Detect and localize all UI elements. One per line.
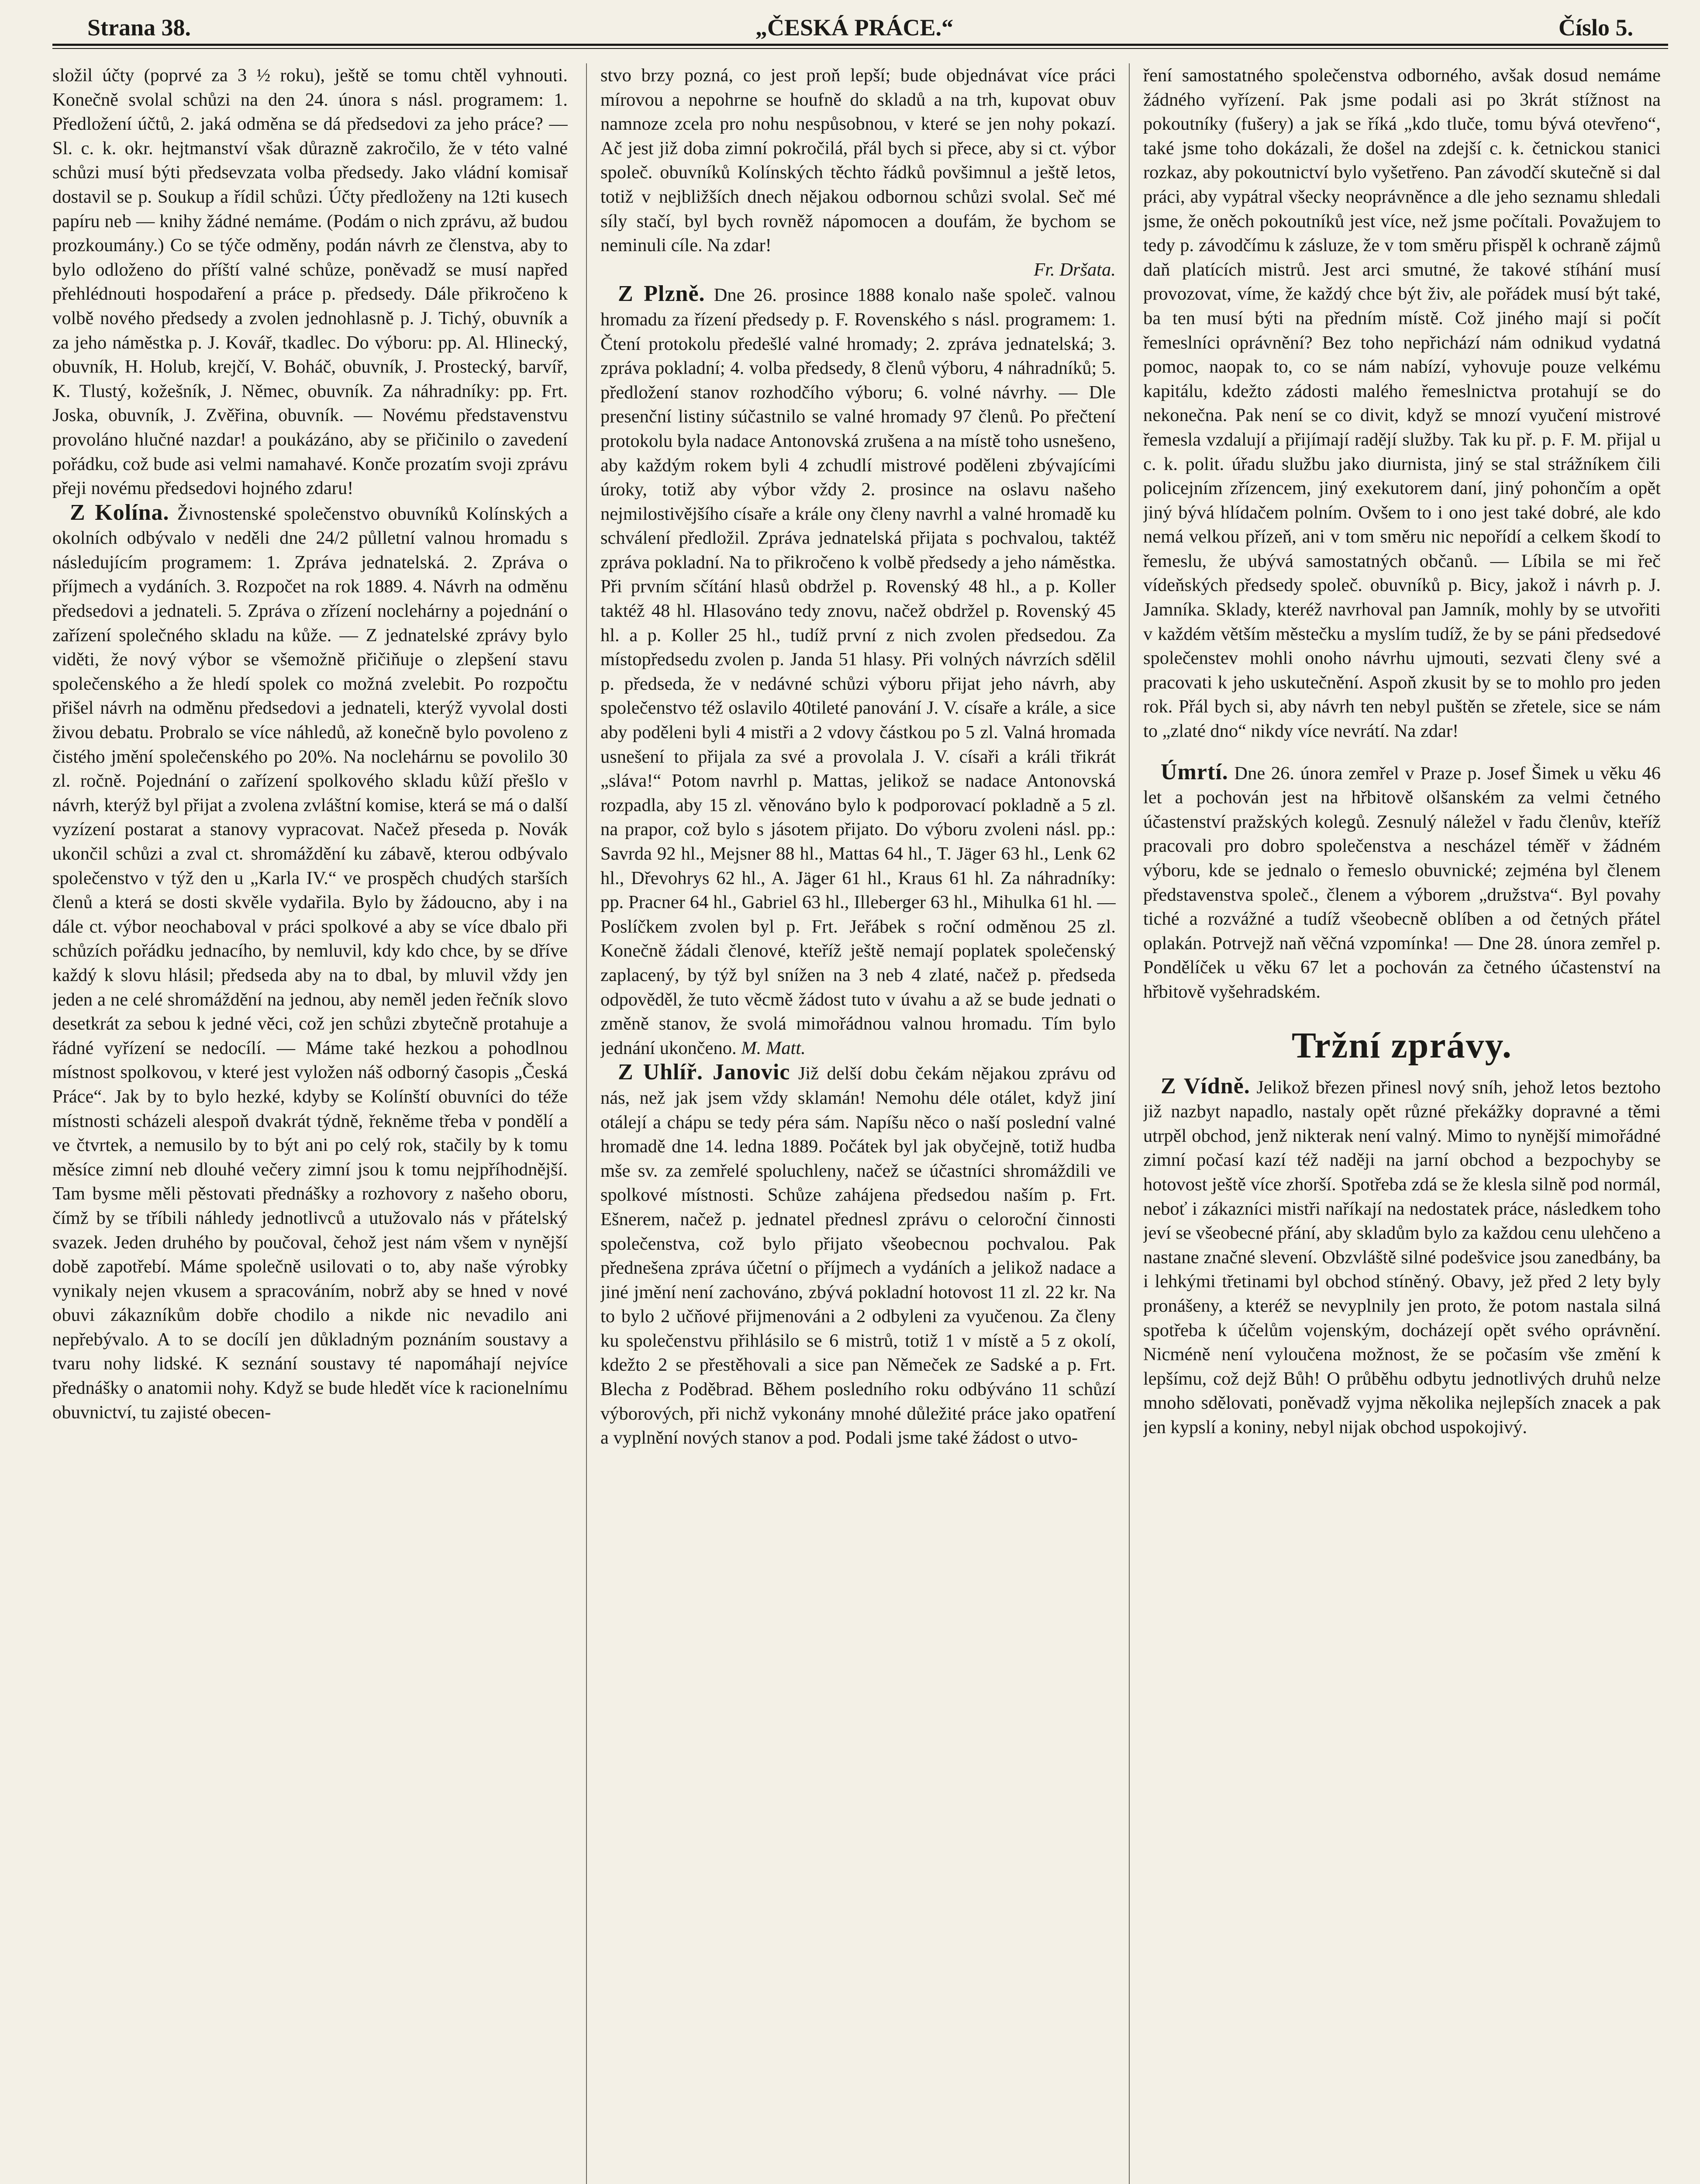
- column-divider: [586, 63, 587, 2184]
- article-continuation: složil účty (poprvé za 3 ½ roku), ještě se tomu chtěl vyhnouti. Konečně svolal schůzi na den 24. února s násl. programem: 1. Předložení účtů, 2. jaká odměna se dá předsedovi za jeho práce? — Sl. c. k. okr. hejtmanství však důrazně zakročilo, že v této valné schůzi musí býti předsevzata volba předsedy. Jako vládní komisař dostavil se p. Soukup a řídil schůzi. Účty předloženy na 12ti kusech papíru neb — knihy žádné nemáme. (Podám o nich zprávu, až budou prozkoumány.) Co se týče odměny, podán návrh ze členstva, aby to bylo odloženo do příští valné schůze, poněvadž se musí napřed přehlédnouti hospodaření a práce p. předsedy. Dále přikročeno k volbě nového předsedy a zvolen jednohlasně p. J. Tichý, obuvník a za jeho náměstka p. J. Kovář, tkadlec. Do výboru: pp. Al. Hlinecký, obuvník, H. Holub, krejčí, V. Boháč, obuvník, J. Prostecký, barvíř, K. Tlustý, kožešník, J. Němec, obuvník. Za náhradníky: pp. Frt. Joska, obuvník, J. Zvěřina, obuvník. — Novému představenstvu provoláno hlučné nazdar! a poukázáno, aby se přičinilo o zavedení pořádku, což bude asi velmi namahavé. Konče prozatím svoji zprávu přeji novému předsedovi hojného zdaru!: [52, 65, 568, 499]
- article-continuation: stvo brzy pozná, co jest proň lepší; bude objednávat více práci mírovou a nepohrne se houfně do skladů a na trh, kupovat obuv namnoze zcela pro nohu nespůsobnou, v které se jen nohy pokazí. Ač jest již doba zimní pokročilá, přál bych si přece, aby si ct. výbor společ. obuvníků Kolínských těchto řádků povšimnul a ještě letos, totiž v nejbližších dnech nějakou odbornou schůzi svolal. Seč mé síly stačí, byl bych rovněž nápomocen a doufám, že bychom se neminuli cíle. Na zdar!: [600, 65, 1116, 256]
- page-number: Strana 38.: [87, 14, 191, 41]
- article-uhlirske-janovice: [600, 1060, 1116, 1450]
- article-body: Dne 26. února zemřel v Praze p. Josef Šimek u věku 46 let a pochován jest na hřbitově olšanském za velmi četného účastenství pražských kolegů. Zesnulý náležel v řadu členův, kteříž pracovali pro dobro společenstva a nescházel téměř v žádném výboru, kde se jednalo o řemeslo obuvnické; zejména byl členem představenstva společ., členem a výborem „družstva“. Byl povahy tiché a rozvážné a tudíž všeobecně oblíben a od četných přátel oplakán. Potrvejž naň věčná vzpomínka! — Dne 28. února zemřel p. Pondělíček u věku 67 let a pochován za četného účastenství na hřbitově vyšehradském.: [1143, 763, 1661, 1002]
- header-rule-thin: [52, 48, 1668, 49]
- column-divider: [1129, 63, 1130, 2184]
- section-heading: Tržní zprávy.: [1291, 1025, 1513, 1066]
- article-body: Již delší dobu čekám nějakou zprávu od nás, než jak jsem vždy sklamán! Nemohu déle otálet, když jiní otálejí a chápu se tedy péra sám. Napíšu něco o naší poslední valné hromadě dne 14. ledna 1889. Počátek byl jak obyčejně, totiž hudba mše sv. za zemřelé spoluchleny, načež se účastníci shromáždili ve spolkové místnosti. Schůze zahájena předsedou naším p. Frt. Ešnerem, načež p. jednatel přednesl zprávu o celoroční činnosti společenstva, což bylo přijato všeobecnou pochvalou. Pak přednešena zpráva účetní o příjmech a vydáních a jelikož nadace a jiné jmění není zachováno, zbývá pokladní hotovost 11 zl. 22 kr. Na to bylo 2 učňové přijmenováni a 2 odbyleni za vyučenou. Za členy ku společenstvu přihlásilo se 6 mistrů, totiž 1 v místě a 5 z okolí, kdežto 2 se přestěhovali a sice pan Němeček ze Sadské a p. Frt. Blecha z Poděbrad. Během posledního roku odbýváno 11 schůzí výborových, při nichž vykonány mnohé důležité práce jako opatření a vyplnění nových stanov a pod. Podali jsme také žádost o utvo-: [600, 1063, 1116, 1448]
- header-rule: [52, 44, 1668, 46]
- issue-number: Číslo 5.: [1558, 14, 1633, 41]
- author-signature: Fr. Dršata.: [1034, 259, 1116, 280]
- article-lead: Z Vídně.: [1161, 1073, 1250, 1099]
- article-plzen: [600, 282, 1116, 1060]
- author-signature: M. Matt.: [741, 1037, 806, 1058]
- spacer: [1143, 743, 1661, 760]
- journal-title: „ČESKÁ PRÁCE.“: [755, 14, 954, 41]
- column-1: [52, 63, 568, 2184]
- article-body: Dne 26. prosince 1888 konalo naše společ. valnou hromadu za řízení předsedy p. F. Rovenského s násl. programem: 1. Čtení protokolu předešlé valné hromady; 2. zpráva jednatelská; 3. zpráva pokladní; 4. volba předsedy, 8 členů výboru, 4 náhradníků; 5. předložení stanov rozhodčího výboru; 6. volné návrhy. — Dle presenční listiny súčastnilo se valné hromady 97 členů. Po přečtení protokolu byla nadace Antonovská zrušena a na místě toho usnešeno, aby každým rokem byli 4 zchudlí mistrové poděleni zbývajícími úroky, totiž aby výbor vždy 2. prosince na oslavu našeho nejmilostivějšího císaře a krále ony členy navrhl a valné hromadě ku schválení předložil. Zpráva jednatelská přijata s pochvalou, taktéž zpráva pokladní. Na to přikročeno k volbě předsedy a jeho náměstka. Při prvním sčítání hlasů obdržel p. Rovenský 48 hl., a p. Koller taktéž 48 hl. Hlasováno tedy znovu, načež obdržel p. Rovenský 45 hl. a p. Koller 25 hl., tudíž první z nich zvolen předsedou. Za místopředsedu zvolen p. Janda 51 hlasy. Při volných návrzích sdělil p. předseda, že v nedávné schůzi výboru přijat jeho návrh, aby společenstvo též oslavilo 40tileté panování J. V. císaře a krále, a sice aby poděleni byli 4 mistři a 2 vdovy částkou po 5 zl. Valná hromada usnešení to přijala za své a provolala J. V. císaři a králi třikrát „sláva!“ Potom navrhl p. Mattas, jelikož se nadace Antonovská rozpadla, aby 15 zl. věnováno bylo k podporovací pokladně a 5 zl. na prapor, což bylo s jásotem přijato. Do výboru zvoleni násl. pp.: Savrda 92 hl., Mejsner 88 hl., Mattas 64 hl., T. Jäger 63 hl., Lenk 62 hl., Dřevohrys 62 hl., A. Jäger 61 hl., Kraus 61 hl. Za náhradníky: pp. Pracner 64 hl., Gabriel 63 hl., Illeberger 63 hl., Mihulka 61 hl. — Poslíčkem zvolen byl p. Frt. Jeřábek s roční odměnou 25 zl. Konečně žádali členové, kteříž ještě nemají poplatek společenský zaplacený, by týž byl snížen na 3 neb 4 zlaté, načež p. předseda odpověděl, že tuto věcmě žádost tuto v úvahu a až se bude jednati o změně stanov, že svolá mimořádnou valnou hromadu. Tím bylo jednání ukončeno.: [600, 285, 1116, 1058]
- article-body: Živnostenské společenstvo obuvníků Kolínských a okolních odbývalo v neděli dne 24/2 půlletní valnou hromadu s následujícím programem: 1. Zpráva jednatelská. 2. Zpráva o příjmech a vydáních. 3. Rozpočet na rok 1889. 4. Návrh na odměnu předsedovi a jednateli. 5. Zpráva o zřízení noclehárny a pojednání o zařízení společného skladu na kůže. — Z jednatelské zprávy bylo viděti, že nový výbor se všemožně přičiňuje o zlepšení stavu společenského a že hledí spolek co možná zvelebit. Po rozpočtu přišel návrh na odměnu předsedovi a jednateli, kterýž vyvolal dosti živou debatu. Probralo se více náhledů, až konečně bylo povoleno z čistého jmění společenského po 20%. Na noclehárnu se povolilo 30 zl. ročně. Pojednání o zařízení spolkového skladu kůží přešlo v návrh, kterýž byl přijat a zvolena zvláštní komise, která se má o další vyzízení postarat a stanovy vypracovat. Načež přeseda p. Novák ukončil schůzi a zval ct. shromáždění ku zábavě, kterou odbývalo společenstvo v týž den u „Karla IV.“ ve prospěch chudých starších členů a která se dosti skvěle vydařila. Bylo by žádoucno, aby i na dále ct. výbor neochaboval v práci spolkové a aby se více dbalo při schůzích pořádku jednacího, by nemluvil, kdy kdo chce, by se dříve každý k slovu hlásil; předseda aby na to dbal, by mluvil vždy jen jeden a ne celé shromáždění na jednou, aby neměl jeden řečník slovo desetkrát za sebou k jedné věci, což jen schůzi zbytečně protahuje a řádné vyřízení se nedocílí. — Máme také hezkou a pohodlnou místnost spolkovou, v které jest vyložen náš odborný časopis „Česká Práce“. Jak by to bylo hezké, kdyby se Kolínští obuvníci do téže místnosti scházeli alespoň dvakrát týdně, řekněme třeba v pondělí a ve čtvrtek, a nemusilo by to být ani po celý rok, stačily by k tomu měsíce zimní neb dlouhé večery zimní jsou k tomu nejpříhodnější. Tam bysme měli pěstovati přednášky a rozhovory z našeho oboru, čímž by se tříbili náhledy jednotlivců a utužovalo nás v přátelský svazek. Jeden druhého by poučoval, čehož jest nám všem v nynější době zapotřebí. Máme společně usilovati o to, aby naše výrobky vynikaly nejen vkusem a spracováním, nobrž aby se hned v nové obuvi zákazníkům dobře chodilo a nikde nic nevadilo ani nepřebývalo. A to se docílí jen důkladným poznáním soustavy a tvaru nohy lidské. K seznání soustavy té napomáhají nejvíce přednášky o anatomii nohy. Když se bude hledět více k racionelnímu obuvnictví, tu zajisté obecen-: [52, 503, 568, 1423]
- article-lead: Z Plzně.: [618, 281, 705, 307]
- article-body: Jelikož březen přinesl nový sníh, jehož letos beztoho již nazbyt napadlo, nastaly opět různé překážky dopravné a těmi utrpěl obchod, jenž nikterak není valný. Mimo to nynější mimořádné zimní počasí kazí též naději na jarní obchod a bezpochyby se hotovost ještě více zhorší. Spotřeba zdá se že klesla silně pod normál, neboť i zákazníci mistři naříkají na nedostatek práce, následkem toho jeví se všeobecné přání, aby skladům bylo za každou cenu ulehčeno a nastane značné slevení. Obzvláště silné podešvice jsou zanedbány, ba i lehkými třetinami byl obchod stíněný. Obavy, jež před 2 lety byly pronášeny, a kteréž se nevyplnily jen proto, že potom nastala silná spotřeba k účelům vojenským, docházejí opět svého oprávnění. Nicméně není vyloučena možnost, že se počasím vše změní k lepšímu, což dejž Bůh! O průběhu odbytu jednotlivých druhů nelze mnoho sdělovati, poněvadž vyjma několika nejlepších znacek a pak jen kypslí a koniny, nebyl nijak obchod uspokojivý.: [1143, 1077, 1661, 1438]
- column-3: [1143, 63, 1661, 2184]
- article-umrti: [1143, 760, 1661, 1004]
- article-continuation: ření samostatného společenstva odborného, avšak dosud nemáme žádného vyřízení. Pak jsme podali asi po 3krát stížnost na pokoutníky (fušery) a jak se říká „kdo tluče, tomu bývá otevřeno“, také jsme toho dokázali, že došel na zdejší c. k. četnickou stanici rozkaz, aby pokoutnictví bylo vyšetřeno. Pan závodčí skutečně si dal práci, aby vypátral všecky neoprávněnce a dle jeho seznamu shledali jsme, že oněch pokoutníků jest více, než jsme počítali. Považujem to tedy p. závodčímu k zásluze, že v tom směru přispěl k ochraně zájmů daň platících mistrů. Jest arci smutné, že takové stíhání musí provozovat, víme, že každý chce být živ, ale pořádek musí být také, ba ten musí býti na předním místě. Což jiného mají si počít řemeslníci oprávnění? Bez toho nepřichází nám odnikud vydatná pomoc, naopak to, co se nám nabízí, vyhovuje pouze velkému kapitálu, kdežto zádosti malého řemeslnictva protahují se do nekonečna. Pak není se co divit, když se mnozí vyučení mistrové řemesla vzdalují a přijímají radějí služby. Tak ku př. p. F. M. přijal u c. k. polit. úřadu službu jako diurnista, jiný se stal strážníkem čili policejním zřízencem, jiný exekutorem daní, jiný pohončím a opět jiný bývá hlídačem polním. Ovšem to i ono jest také dobré, ale kdo nemá velkou přízeň, ani v tom směru nic nepořídí a celkem škodí to řemeslu, že ubývá samostatných občanů. — Líbila se mi řeč vídeňských předsedy společ. obuvníků p. Bicy, jakož i návrh p. J. Jamníka. Sklady, kteréž navrhoval pan Jamník, mohly by se utvořiti v každém větším městečku a myslím tudíž, že by se páni předsedové společenstev mohli onoho návrhu ujmouti, sezvati členy své a pracovati k jeho uskutečnění. Aspoň zkusit by se to mohlo pro jeden rok. Přál bych si, aby návrh ten nebyl puštěn se zřetele, sice se nám to „zlaté dno“ nikdy více nevrátí. Na zdar!: [1143, 65, 1661, 742]
- page-header: [83, 10, 1638, 40]
- article-lead: Úmrtí.: [1161, 759, 1228, 784]
- article-kolin: [52, 501, 568, 1425]
- article-viden: [1143, 1074, 1661, 1440]
- article-lead: Z Kolína.: [70, 500, 169, 525]
- article-lead: Z Uhlíř. Janovic: [618, 1060, 790, 1085]
- column-2: [600, 63, 1116, 2184]
